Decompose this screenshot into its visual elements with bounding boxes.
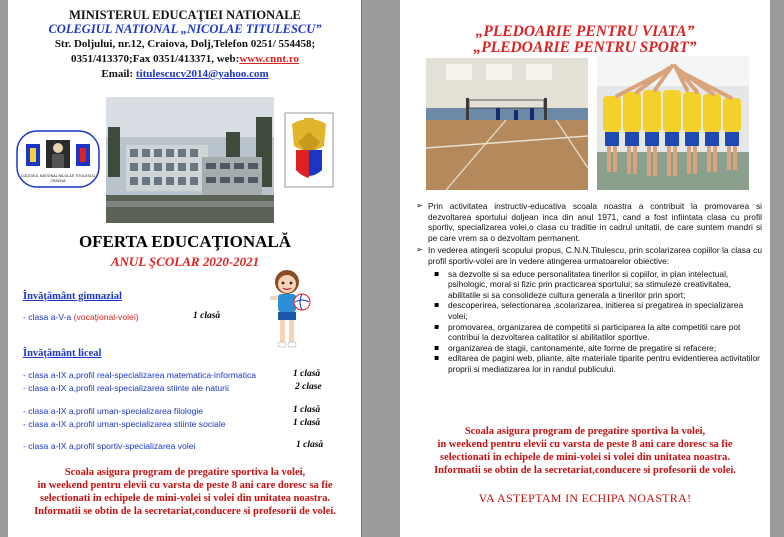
college-title: COLEGIUL NATIONAL „NICOLAE TITULESCU” xyxy=(48,22,322,36)
volleyball-girl-illustration xyxy=(262,268,312,354)
page-left xyxy=(8,0,362,537)
ministry-title: MINISTERUL EDUCAŢIEI NATIONALE xyxy=(69,8,301,22)
liceal-item: - clasa a-IX a,profil uman-specializarea stiinte sociale xyxy=(23,419,226,429)
left-footer-line: Informatii se obtin de la secretariat,conducere si profesorii de volei. xyxy=(34,506,336,517)
email-label: Email: xyxy=(101,68,136,80)
gym-photo xyxy=(426,58,588,190)
email-line xyxy=(8,68,362,81)
web-link[interactable]: www.cnnt.ro xyxy=(239,53,300,65)
sub-bullet: ▪ promovarea, organizarea de competitii si participarea la alte competitii care pot contribui la dezvoltarea calitatilor si abilitatilor sportive. xyxy=(416,322,762,343)
left-footer-line: Scoala asigura program de pregatire sportiva la volei, xyxy=(64,467,306,478)
liceal-count: 1 clasă xyxy=(293,418,321,428)
sub-bullet: ▪ editarea de pagini web, pliante, alte materiale tiparite pentru evidentierea activitatilor proprii si mediatizarea lor in randul publicului. xyxy=(416,353,762,374)
volleyball-team-photo xyxy=(597,56,749,190)
right-footer-note xyxy=(400,425,770,477)
address-line-2 xyxy=(8,53,362,66)
right-title-1: „PLEDOARIE PENTRU VIATA” xyxy=(475,23,695,40)
bullet-paragraph: ➢ In vederea atingerii scopului propus, C.N.N.Titulescu, prin scolarizarea copiilor la clasa cu profil sportiv-volei are in vedere atingerea urmatoarelor obiective: xyxy=(416,245,762,266)
left-footer-line: in weekend pentru elevii cu varsta de peste 8 ani care doresc sa fie xyxy=(37,480,333,491)
right-title-2: „PLEDOARIE PENTRU SPORT” xyxy=(473,39,697,56)
liceal-count: 1 clasă xyxy=(293,369,321,379)
right-footer-line: selectionati in echipele de mini-volei si volei din unitatea noastra. xyxy=(440,452,730,463)
liceal-count: 2 clase xyxy=(295,382,322,392)
page-right xyxy=(400,0,770,537)
section-liceal-heading: Învăţământ liceal xyxy=(23,348,102,359)
offer-title: OFERTA EDUCAŢIONALĂ xyxy=(78,232,292,251)
sub-bullet: ▪ descoperirea, selectionarea ,scolarizarea, initierea si pregatirea in specializarea volei; xyxy=(416,300,762,321)
liceal-item: - clasa a-IX a,profil uman-specializarea filologie xyxy=(23,406,204,416)
coat-of-arms xyxy=(284,112,334,188)
left-footer-note xyxy=(8,466,362,518)
liceal-item: - clasa a-IX a,profil real-specializarea matematica-informatica xyxy=(23,370,257,380)
gimnazial-item xyxy=(23,312,139,322)
school-building-photo xyxy=(106,97,274,223)
logo-lettering: COLEGIUL NATIONAL NICOLAE TITULESCU xyxy=(20,174,96,178)
liceal-count: 1 clasă xyxy=(293,405,321,415)
email-link[interactable]: titulescucv2014@yahoo.com xyxy=(135,68,269,80)
section-gimnazial-heading: Învăţământ gimnazial xyxy=(23,291,122,302)
gimnazial-item-profile: (vocaţional-volei) xyxy=(73,312,139,322)
address-line-1: Str. Doljului, nr.12, Craiova, Dolj,Telefon 0251/ 554458; xyxy=(54,38,316,50)
liceal-item: - clasa a-IX a,profil real-specializarea stiinte ale naturii xyxy=(23,383,229,393)
sub-bullet: ▪ organizarea de stagii, cantonamente, alte forme de pregatire si refacere; xyxy=(416,343,762,354)
right-footer-line: in weekend pentru elevii cu varsta de peste 8 ani care doresc sa fie xyxy=(437,439,733,450)
address-phone-fax: 0351/413370;Fax 0351/413371, web: xyxy=(70,53,240,65)
right-footer-line: Scoala asigura program de pregatire sportiva la volei, xyxy=(464,426,706,437)
gimnazial-item-text: - clasa a-V-a xyxy=(23,312,74,322)
svg-text:CRAIOVA: CRAIOVA xyxy=(50,179,66,183)
closing-slogan: VA ASTEPTAM IN ECHIPA NOASTRA! xyxy=(478,491,692,505)
bullet-paragraph: ➢ Prin activitatea instructiv-educativa scoala noastra a contribuit la promovarea si dezvoltarea sportului doljean inca din anul 1971, cand a fost infiintata clasa cu profil sportiv, specializarea volei,o clasa cu traditie in cadrul unitatii, de care suntem mandri si pe care vrem sa o dezvoltam permanent. xyxy=(416,201,762,243)
left-footer-line: selectionati in echipele de mini-volei si volei din unitatea noastra. xyxy=(40,493,330,504)
offer-year: ANUL ŞCOLAR 2020-2021 xyxy=(110,254,260,269)
gimnazial-count: 1 clasă xyxy=(193,311,221,321)
liceal-item: - clasa a-IX a,profil sportiv-specializarea volei xyxy=(23,441,196,451)
liceal-count: 1 clasă xyxy=(296,440,324,450)
right-footer-line: Informatii se obtin de la secretariat,conducere si profesorii de volei. xyxy=(434,465,736,476)
college-logo xyxy=(16,130,100,188)
sub-bullet: ▪ sa dezvolte si sa educe personalitatea tinerilor si copiilor, in plan intelectual, psihologic, moral si fizic prin practicarea sportului; sa stimuleze creativitatea, abilitatile si sa consolideze cultura generala a tinerilor prin sport; xyxy=(416,269,762,301)
right-body-text xyxy=(416,201,762,375)
